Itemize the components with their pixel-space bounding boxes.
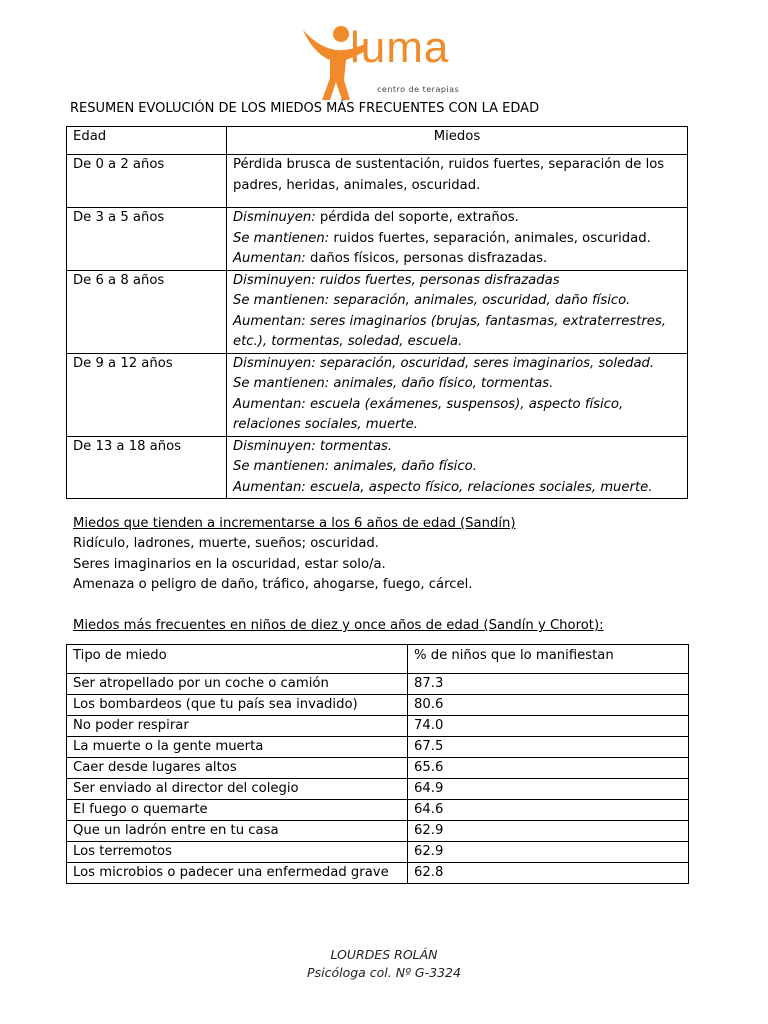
table-row [67,436,688,499]
fear-cell: Caer desde lugares altos [67,758,408,779]
fear-cell: La muerte o la gente muerta [67,737,408,758]
fear-cell: El fuego o quemarte [67,800,408,821]
fear-cell: No poder respirar [67,716,408,737]
fear-cell: Ser atropellado por un coche o camión [67,674,408,695]
fears-maintain: Se mantienen: animales, daño físico, tormentas. [233,376,554,391]
fears-maintain: Se mantienen: animales, daño físico. [233,459,477,474]
percent-cell: 80.6 [408,695,689,716]
table-row [67,674,689,695]
logo-wordmark: luma [350,23,450,72]
table-row [67,863,689,884]
frequent-fears-table [66,644,689,884]
header-miedos: Miedos [227,127,688,155]
section-title-ten-eleven: Miedos más frecuentes en niños de diez y once años de edad (Sandín y Chorot): [73,618,604,633]
table-row [67,800,689,821]
table-row [67,353,688,436]
percent-cell: 64.9 [408,779,689,800]
age-cell: De 3 a 5 años [67,208,227,271]
age-cell: De 9 a 12 años [67,353,227,436]
percent-cell: 62.9 [408,821,689,842]
percent-cell: 87.3 [408,674,689,695]
table-header-row [67,127,688,155]
percent-cell: 64.6 [408,800,689,821]
logo-subtitle: centro de terapias [377,85,460,94]
paragraph-line: Ridículo, ladrones, muerte, sueños; oscuridad. [73,536,379,551]
fear-cell: Ser enviado al director del colegio [67,779,408,800]
fear-cell: Que un ladrón entre en tu casa [67,821,408,842]
section-title-six-years: Miedos que tienden a incrementarse a los 6 años de edad (Sandín) [73,516,516,531]
table-row [67,842,689,863]
fears-cell [227,270,688,353]
author-credential: Psicóloga col. Nº G-3324 [307,965,461,980]
document-title: RESUMEN EVOLUCIÓN DE LOS MIEDOS MÁS FRECUENTES CON LA EDAD [70,101,540,116]
table-header-row [67,645,689,674]
table-row [67,155,688,208]
fear-cell: Los microbios o padecer una enfermedad grave [67,863,408,884]
fear-cell: Los bombardeos (que tu país sea invadido) [67,695,408,716]
header-porcentaje: % de niños que lo manifiestan [408,645,689,674]
percent-cell: 62.9 [408,842,689,863]
fears-decrease: Disminuyen: separación, oscuridad, seres imaginarios, soledad. [233,355,655,371]
table-row [67,208,688,271]
age-cell: De 6 a 8 años [67,270,227,353]
fears-decrease: Disminuyen: tormentas. [233,438,393,454]
fears-cell [227,208,688,271]
age-cell: De 0 a 2 años [67,155,227,208]
percent-cell: 62.8 [408,863,689,884]
fear-cell: Los terremotos [67,842,408,863]
table-row [67,779,689,800]
paragraph-line: Amenaza o peligro de daño, tráfico, ahogarse, fuego, cárcel. [73,577,473,592]
table-row [67,270,688,353]
fears-by-age-table [66,126,688,499]
fears-cell: Pérdida brusca de sustentación, ruidos fuertes, separación de los padres, heridas, animales, oscuridad. [227,155,688,208]
author-name: LOURDES ROLÁN [330,947,438,962]
table-row [67,716,689,737]
percent-cell: 65.6 [408,758,689,779]
percent-cell: 67.5 [408,737,689,758]
table-row [67,737,689,758]
table-row [67,758,689,779]
fears-increase: Aumentan: escuela (exámenes, suspensos), aspecto físico, relaciones sociales, muerte. [233,396,624,432]
fears-increase: Aumentan: escuela, aspecto físico, relaciones sociales, muerte. [233,479,653,495]
fears-increase: Aumentan: daños físicos, personas disfrazadas. [233,251,548,266]
fears-decrease: Disminuyen: pérdida del soporte, extraños. [233,210,519,225]
fears-decrease: Disminuyen: ruidos fuertes, personas disfrazadas [233,272,560,288]
fears-cell [227,353,688,436]
fears-increase: Aumentan: seres imaginarios (brujas, fantasmas, extraterrestres, etc.), tormentas, soledad, escuela. [233,313,666,349]
luma-logo [300,24,475,102]
table-row [67,821,689,842]
percent-cell: 74.0 [408,716,689,737]
age-cell: De 13 a 18 años [67,436,227,499]
fears-cell [227,436,688,499]
table-row [67,695,689,716]
fears-maintain: Se mantienen: ruidos fuertes, separación, animales, oscuridad. [233,230,651,246]
header-edad: Edad [67,127,227,155]
fears-maintain: Se mantienen: separación, animales, oscuridad, daño físico. [233,293,631,308]
paragraph-line: Seres imaginarios en la oscuridad, estar solo/a. [73,557,386,572]
header-tipo-de-miedo: Tipo de miedo [67,645,408,674]
